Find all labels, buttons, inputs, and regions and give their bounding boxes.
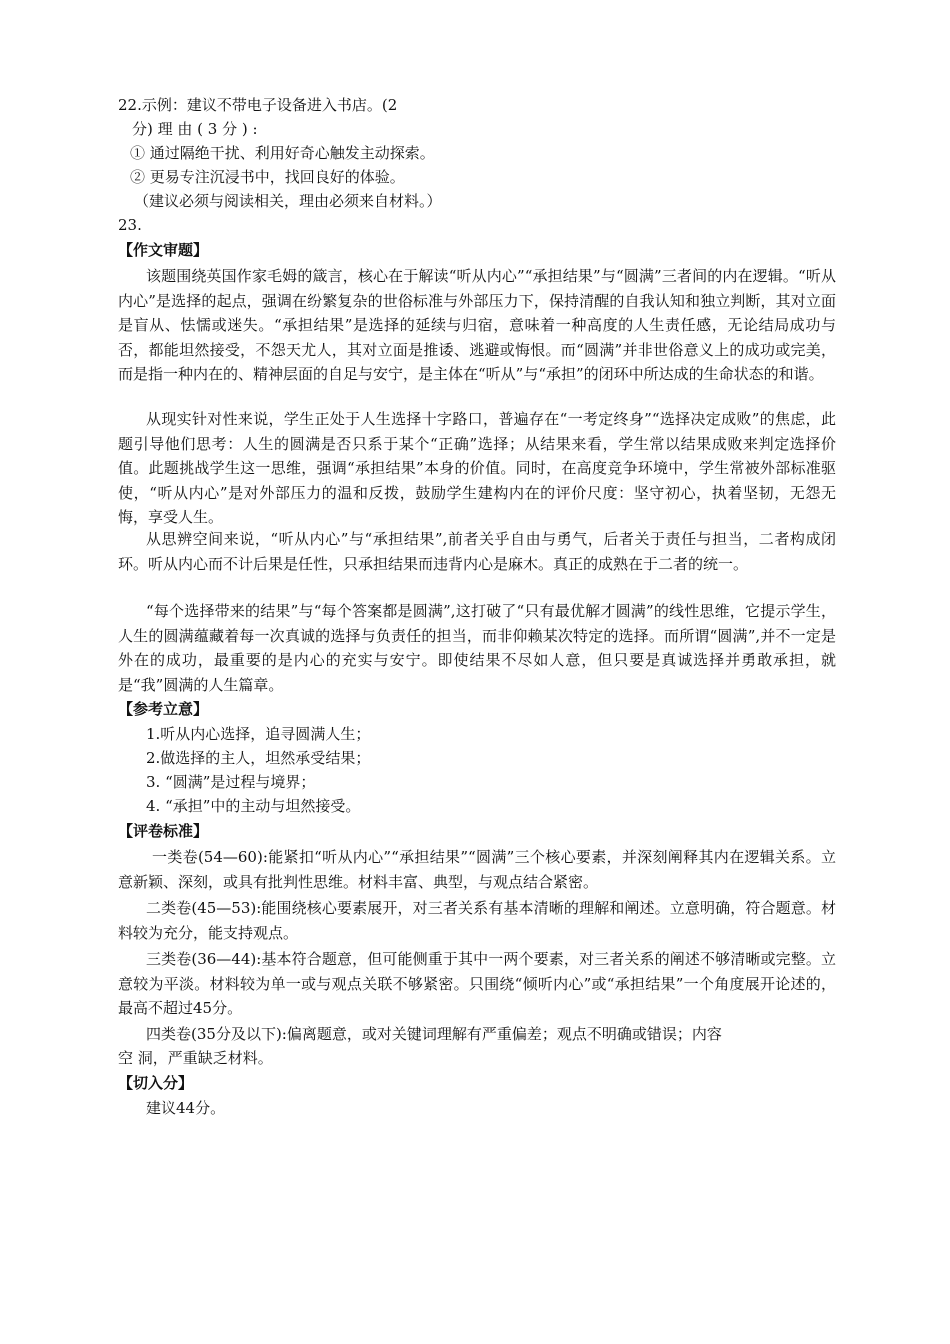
analysis-heading: 【作文审题】 (118, 241, 209, 259)
entry-score-text: 建议44分。 (146, 1099, 226, 1117)
grade-third-class: 三类卷(36—44):基本符合题意，但可能侧重于其中一两个要素，对三者关系的阐述不够清晰或完整。立意较为平淡。材料较为单一或与观点关联不够紧密。只围绕“倾听内心”或“承担结果”一个角度展开论述的，最高不超过45分。 (118, 950, 836, 1017)
idea-heading: 【参考立意】 (118, 700, 209, 718)
q23-number: 23. (118, 216, 142, 234)
grade-fourth-class-line-2: 空 洞，严重缺乏材料。 (118, 1049, 273, 1067)
analysis-paragraph-1: 该题围绕英国作家毛姆的箴言，核心在于解读“听从内心”“承担结果”与“圆满”三者间的内在逻辑。“听从内心”是选择的起点，强调在纷繁复杂的世俗标准与外部压力下，保持清醒的自我认知和独立判断，其对立面是盲从、怯懦或迷失。“承担结果”是选择的延续与归宿，意味着一种高度的人生责任感，无论结局成功与否，都能坦然接受，不怨天尤人，其对立面是推诿、逃避或悔恨。而“圆满”并非世俗意义上的成功或完美，而是指一种内在的、精神层面的自足与安宁，是主体在“听从”与“承担”的闭环中所达成的生命状态的和谐。 (118, 267, 836, 383)
q22-reason-1: ① 通过隔绝干扰、利用好奇心触发主动探索。 (130, 144, 435, 162)
analysis-paragraph-3: 从思辨空间来说，“听从内心”与“承担结果”,前者关乎自由与勇气，后者关于责任与担当，二者构成闭环。听从内心而不计后果是任性，只承担结果而违背内心是麻木。真正的成熟在于二者的统一。 (118, 530, 836, 573)
grade-second-class: 二类卷(45—53):能围绕核心要素展开，对三者关系有基本清晰的理解和阐述。立意明确，符合题意。材料较为充分，能支持观点。 (118, 899, 836, 942)
analysis-paragraph-2: 从现实针对性来说，学生正处于人生选择十字路口，普遍存在“一考定终身”“选择决定成败”的焦虑，此题引导他们思考：人生的圆满是否只系于某个“正确”选择；从结果来看，学生常以结果成败来判定选择价值。此题挑战学生这一思维，强调“承担结果”本身的价值。同时，在高度竞争环境中，学生常被外部标准驱使，“听从内心”是对外部压力的温和反拨，鼓励学生建构内在的评价尺度：坚守初心，执着坚韧，无怨无悔，享受人生。 (118, 410, 836, 526)
idea-item: 3. “圆满”是过程与境界； (146, 773, 316, 791)
grade-fourth-class-line-1: 四类卷(35分及以下):偏离题意，或对关键词理解有严重偏差；观点不明确或错误；内容 (146, 1025, 722, 1043)
q22-reason-2: ② 更易专注沉浸书中，找回良好的体验。 (130, 168, 405, 186)
q22-note: （建议必须与阅读相关，理由必须来自材料。） (134, 192, 442, 210)
entry-score-heading: 【切入分】 (118, 1074, 194, 1092)
grade-first-class: 一类卷(54—60):能紧扣“听从内心”“承担结果”“圆满”三个核心要素，并深刻阐释其内在逻辑关系。立意新颖、深刻，或具有批判性思维。材料丰富、典型，与观点结合紧密。 (118, 848, 836, 891)
q22-line-2: 分) 理 由 ( 3 分 ) : (132, 120, 258, 138)
grading-heading: 【评卷标准】 (118, 822, 209, 840)
idea-item: 4. “承担”中的主动与坦然接受。 (146, 797, 361, 815)
idea-item: 1.听从内心选择，追寻圆满人生； (146, 725, 371, 743)
idea-item: 2.做选择的主人，坦然承受结果； (146, 749, 371, 767)
q22-line-1: 22.示例：建议不带电子设备进入书店。(2 (118, 96, 398, 114)
analysis-paragraph-4: “每个选择带来的结果”与“每个答案都是圆满”,这打破了“只有最优解才圆满”的线性思维，它提示学生，人生的圆满蕴藏着每一次真诚的选择与负责任的担当，而非仰赖某次特定的选择。而所谓“圆满”,并不一定是外在的成功，最重要的是内心的充实与安宁。即使结果不尽如人意，但只要是真诚选择并勇敢承担，就是“我”圆满的人生篇章。 (118, 602, 836, 694)
